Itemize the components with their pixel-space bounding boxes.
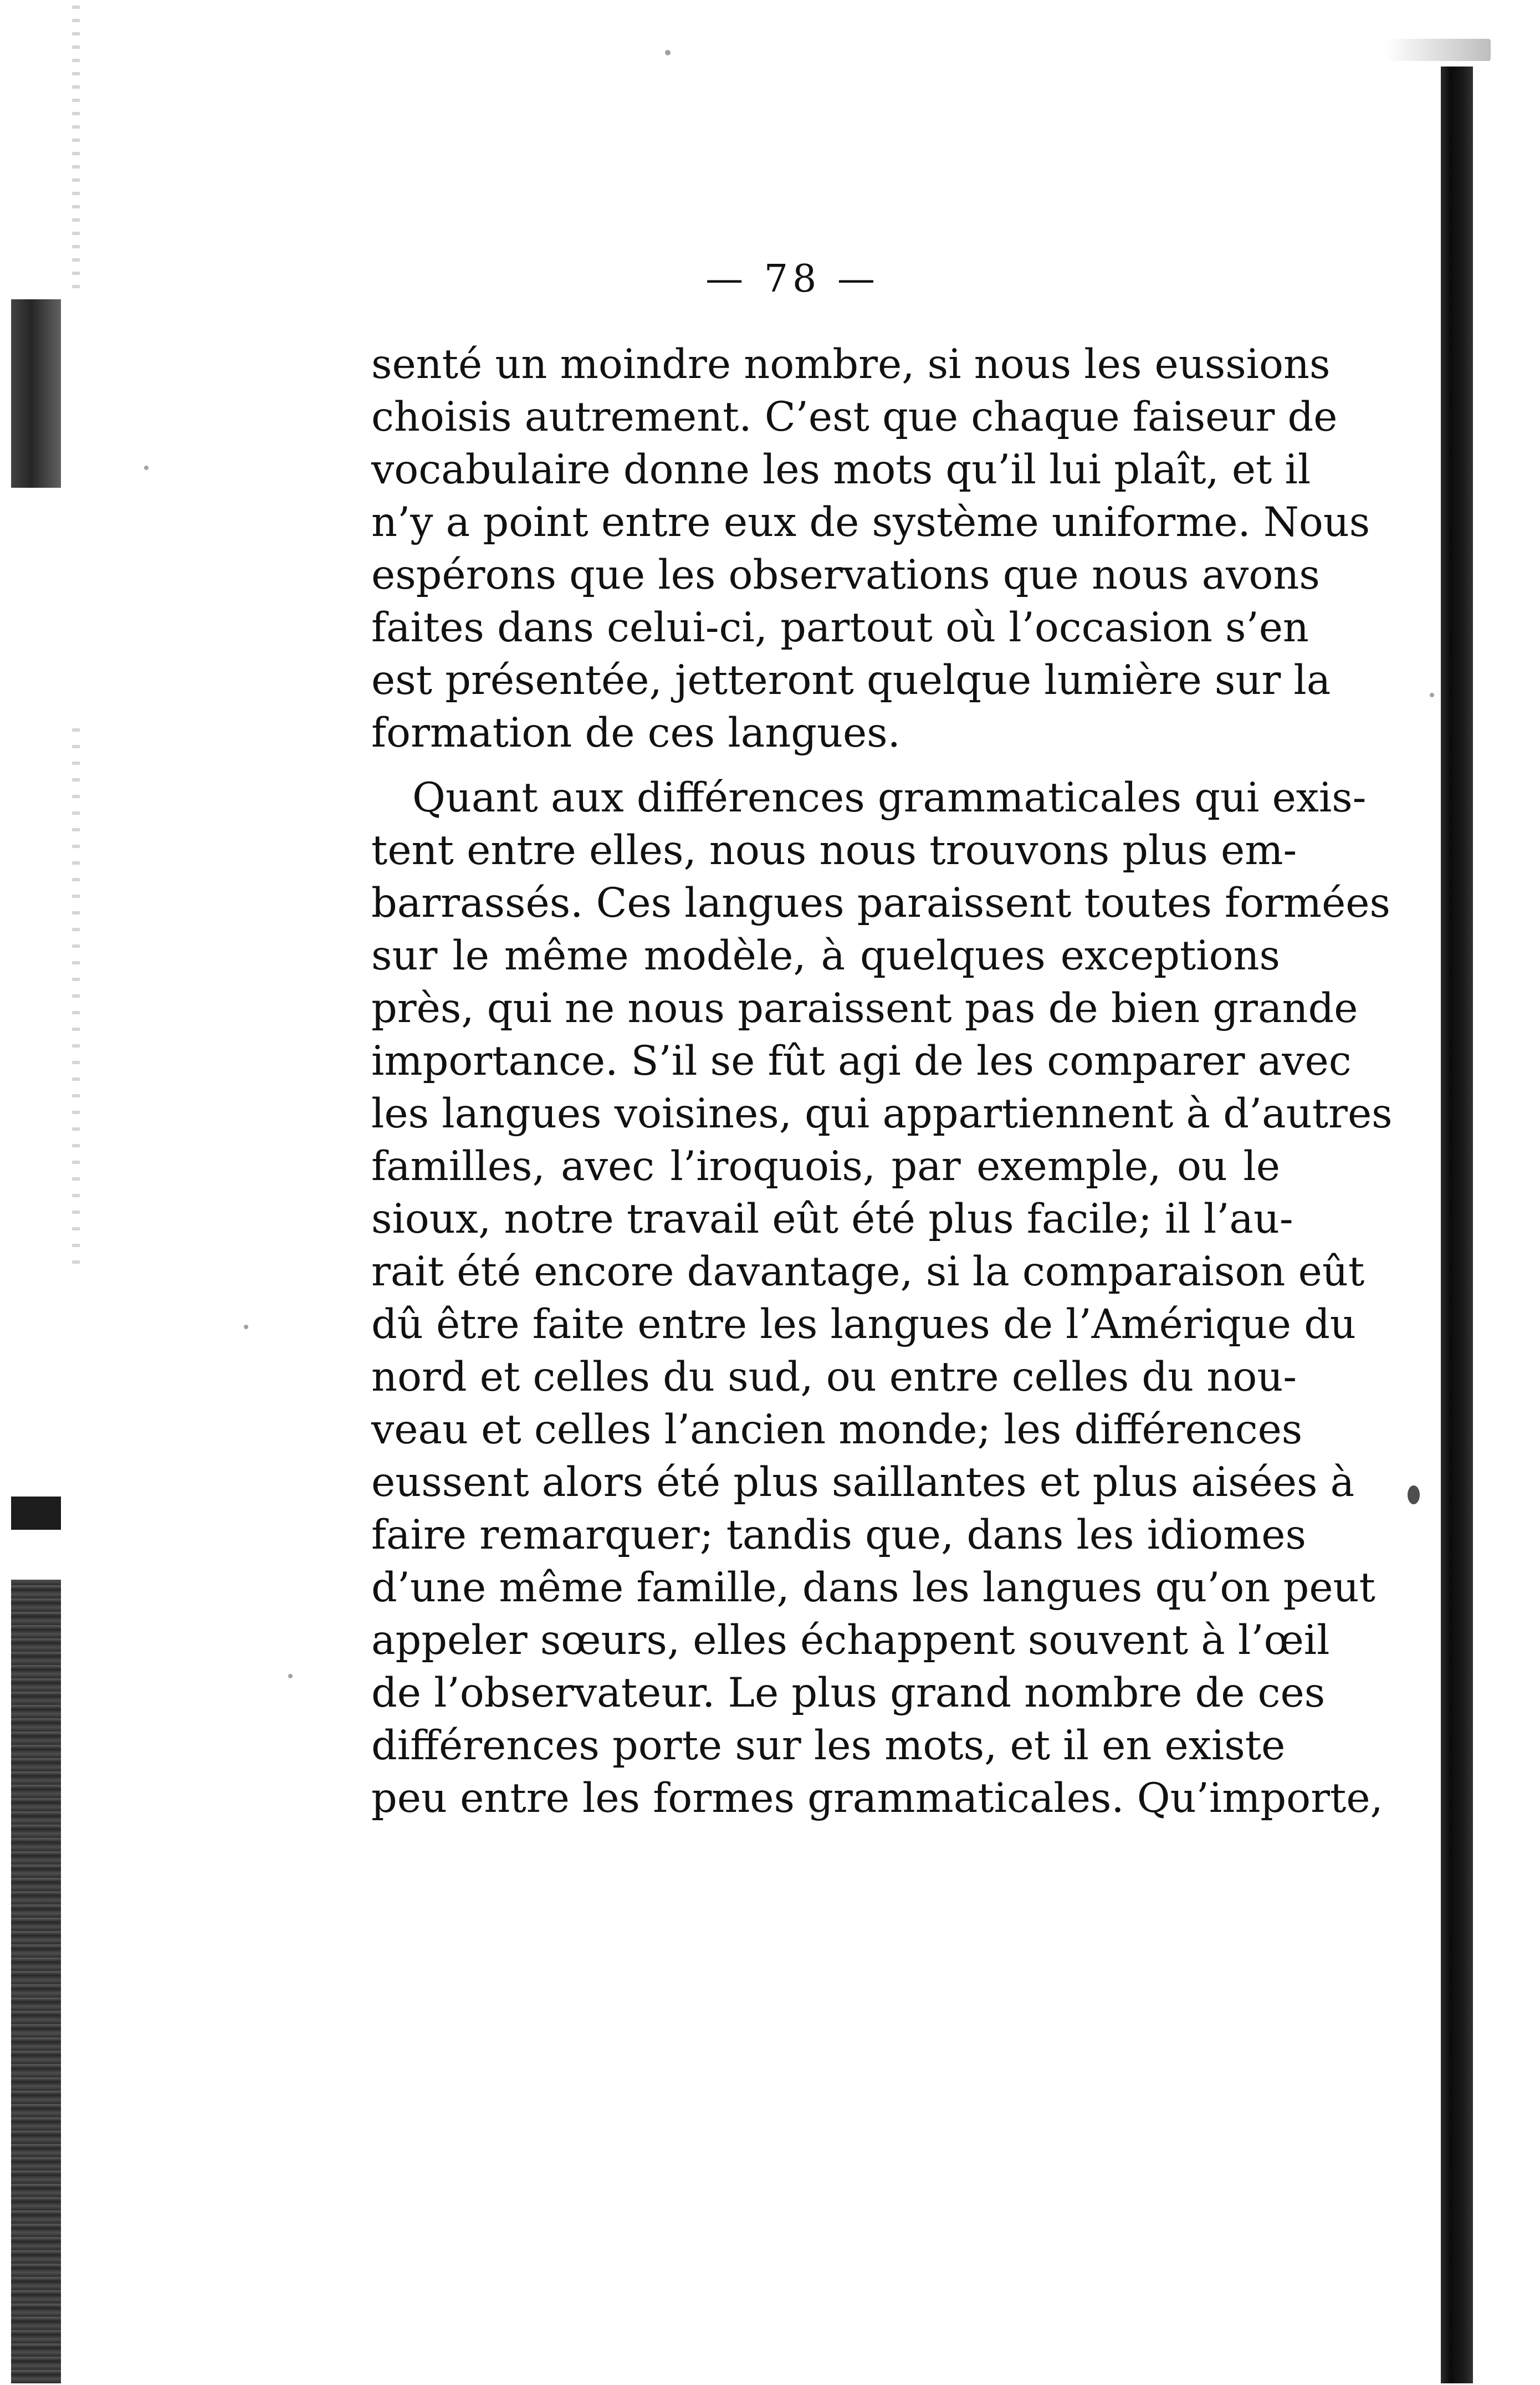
- text-line: les langues voisines, qui appartiennent à d’autres: [371, 1090, 1393, 1137]
- text-line: peu entre les formes grammaticales. Qu’importe,: [371, 1775, 1383, 1822]
- text-line: différences porte sur les mots, et il en existe: [371, 1722, 1286, 1769]
- scan-smudge: [1385, 39, 1491, 61]
- paragraph: [371, 338, 1370, 759]
- scan-margin-shadow: [11, 299, 61, 488]
- text-line: de l’observateur. Le plus grand nombre de ces: [371, 1669, 1326, 1717]
- scan-binding-edge: [1441, 67, 1473, 2383]
- text-line: est présentée, jetteront quelque lumière sur la: [371, 657, 1331, 704]
- scan-speck: [244, 1325, 248, 1329]
- scan-speck: [1430, 693, 1434, 697]
- text-line: choisis autrement. C’est que chaque faiseur de: [371, 394, 1338, 441]
- paragraph-gap: [371, 759, 1280, 772]
- text-line: sioux, notre travail eût été plus facile; il l’au-: [371, 1196, 1293, 1243]
- scan-margin-dashes: [72, 721, 80, 1264]
- page-number: — 78 —: [705, 257, 879, 301]
- text-line: appeler sœurs, elles échappent souvent à l’œil: [371, 1617, 1330, 1664]
- text-line: n’y a point entre eux de système uniforme. Nous: [371, 499, 1370, 546]
- paragraph: [371, 772, 1393, 1825]
- text-line: espérons que les observations que nous avons: [371, 551, 1320, 599]
- scan-margin-shadow: [11, 1497, 61, 1530]
- scan-speck: [288, 1674, 293, 1678]
- text-line: eussent alors été plus saillantes et plus aisées à: [371, 1459, 1355, 1506]
- text-line: rait été encore davantage, si la comparaison eût: [371, 1248, 1365, 1295]
- text-line: veau et celles l’ancien monde; les différences: [371, 1406, 1303, 1453]
- text-line: barrassés. Ces langues paraissent toutes formées: [371, 880, 1390, 927]
- text-line: importance. S’il se fût agi de les comparer avec: [371, 1038, 1352, 1085]
- scan-speck: [1408, 1485, 1420, 1504]
- text-line: tent entre elles, nous nous trouvons plus em-: [371, 827, 1297, 874]
- scan-margin-shadow: [11, 1580, 61, 2383]
- body-text: [371, 338, 1393, 1825]
- text-line: nord et celles du sud, ou entre celles du nou-: [371, 1354, 1297, 1401]
- text-line: faire remarquer; tandis que, dans les idiomes: [371, 1511, 1306, 1559]
- text-line: senté un moindre nombre, si nous les eussions: [371, 341, 1331, 388]
- text-line: sur le même modèle, à quelques exceptions: [371, 932, 1280, 979]
- text-line: dû être faite entre les langues de l’Amérique du: [371, 1301, 1356, 1348]
- scan-margin-dashes: [72, 0, 80, 288]
- scan-speck: [144, 466, 149, 470]
- scan-speck: [665, 50, 671, 55]
- text-line: d’une même famille, dans les langues qu’on peut: [371, 1564, 1375, 1611]
- text-line: près, qui ne nous paraissent pas de bien grande: [371, 985, 1358, 1032]
- text-line: familles, avec l’iroquois, par exemple, ou le: [371, 1143, 1280, 1190]
- text-line: Quant aux différences grammaticales qui exis-: [412, 774, 1367, 821]
- text-line: formation de ces langues.: [371, 709, 901, 757]
- text-line: vocabulaire donne les mots qu’il lui plaît, et il: [371, 446, 1311, 493]
- text-line: faites dans celui-ci, partout où l’occasion s’en: [371, 604, 1309, 651]
